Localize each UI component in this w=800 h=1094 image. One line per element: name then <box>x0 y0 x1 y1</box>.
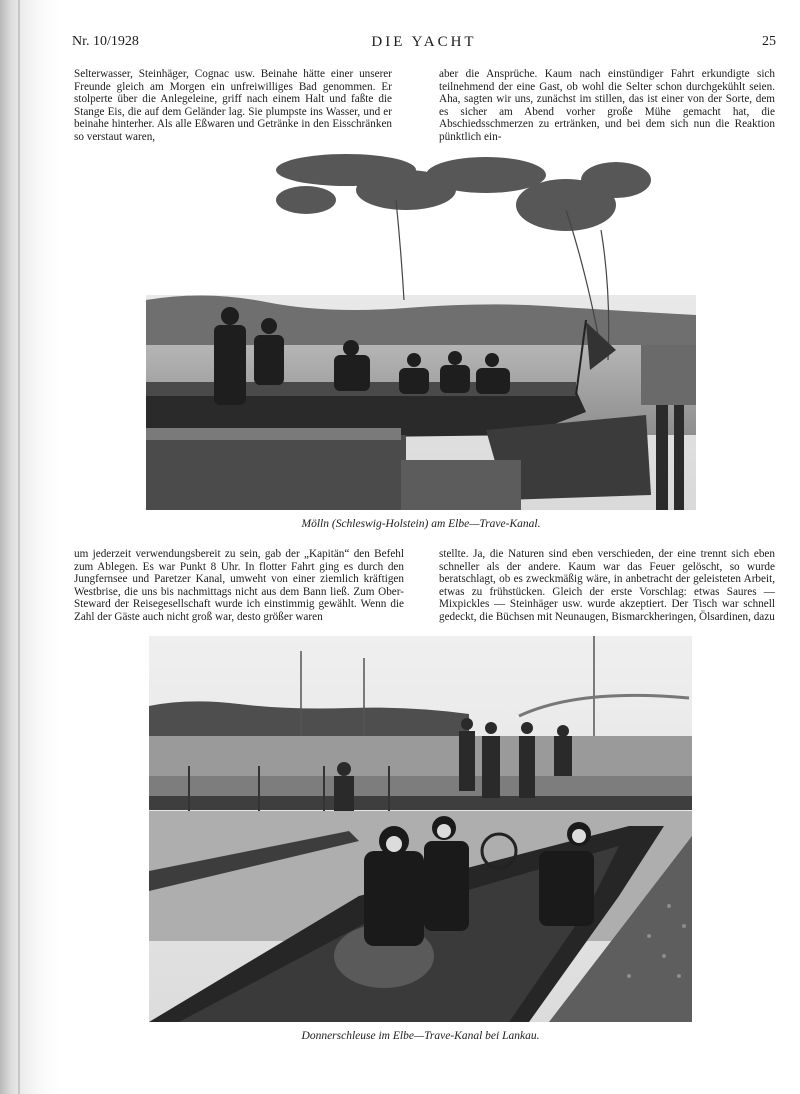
photo-moelln-image <box>146 150 696 510</box>
paragraph: um jederzeit verwendungsbereit zu sein, gab der „Kapitän“ den Befehl zum Ablegen. Es war Punkt 8 Uhr. In flotter Fahrt ging es durch den Jungfernsee und Paretzer Kanal, umweht von einer ziemlich kräftigen Westbrise, die uns bis nachmittags nicht aus dem Bann ließ. Zum Ober-Steward der Reisegesellschaft wurde ich einstimmig gewählt. Wenn die Zahl der Gäste auch nicht groß war, desto größer waren <box>74 548 404 623</box>
page-edge-line <box>18 0 20 1094</box>
paragraph: Selterwasser, Steinhäger, Cognac usw. Beinahe hätte einer unserer Freunde gleich am Morgen ein unfreiwilliges Bad genommen. Er stolperte über die Anlegeleine, griff nach einem Halt und faßte die Stange Eis, die auf dem Geländer lag. Sie plumpste ins Wasser, und er beinahe hinterher. Als alle Eßwaren und Getränke in den Eisschränken so verstaut waren, <box>74 68 392 143</box>
page-number: 25 <box>762 34 776 49</box>
paragraph: stellte. Ja, die Naturen sind eben verschieden, der eine trennt sich eben schneller als der andere. Kaum war das Feuer gelöscht, so wurde beratschlagt, ob es zweckmäßig wäre, in anbetracht der geleisteten Arbeit, etwas zu frühstücken. Gleich der erste Vorschlag: etwas Saures — Mixpickles — Steinhäger usw. wurde akzeptiert. Der Tisch war schnell gedeckt, die Büchsen mit Neunaugen, Bismarckheringen, Ölsardinen, dazu <box>439 548 775 623</box>
photo-donnerschleuse-image <box>149 636 692 1022</box>
text-column-mid-right <box>439 548 775 624</box>
figure-caption: Mölln (Schleswig-Holstein) am Elbe—Trave-Kanal. <box>301 518 541 530</box>
issue-number: Nr. 10/1928 <box>72 34 139 49</box>
text-column-top-left <box>74 68 392 144</box>
figure-caption: Donnerschleuse im Elbe—Trave-Kanal bei Lankau. <box>301 1030 540 1042</box>
journal-title: DIE YACHT <box>371 34 477 50</box>
page-binding-shadow <box>0 0 60 1094</box>
text-column-top-right <box>439 68 775 144</box>
paragraph: aber die Ansprüche. Kaum nach einstündiger Fahrt erkundigte sich teilnehmend der eine Gast, ob wohl die Selter schon durchgekühlt seien. Aha, sagten wir uns, zunächst im stillen, das ist einer von der Sorte, dem es sicher am Abend vorher große Mühe gemacht hat, die Abschiedsschmerzen zu ertränken, und bei dem sich nun die Reaktion pünktlich ein- <box>439 68 775 143</box>
page-header <box>72 34 776 54</box>
photo-moelln-boat <box>146 150 696 510</box>
text-column-mid-left <box>74 548 404 624</box>
photo-donnerschleuse-lock <box>149 636 692 1022</box>
